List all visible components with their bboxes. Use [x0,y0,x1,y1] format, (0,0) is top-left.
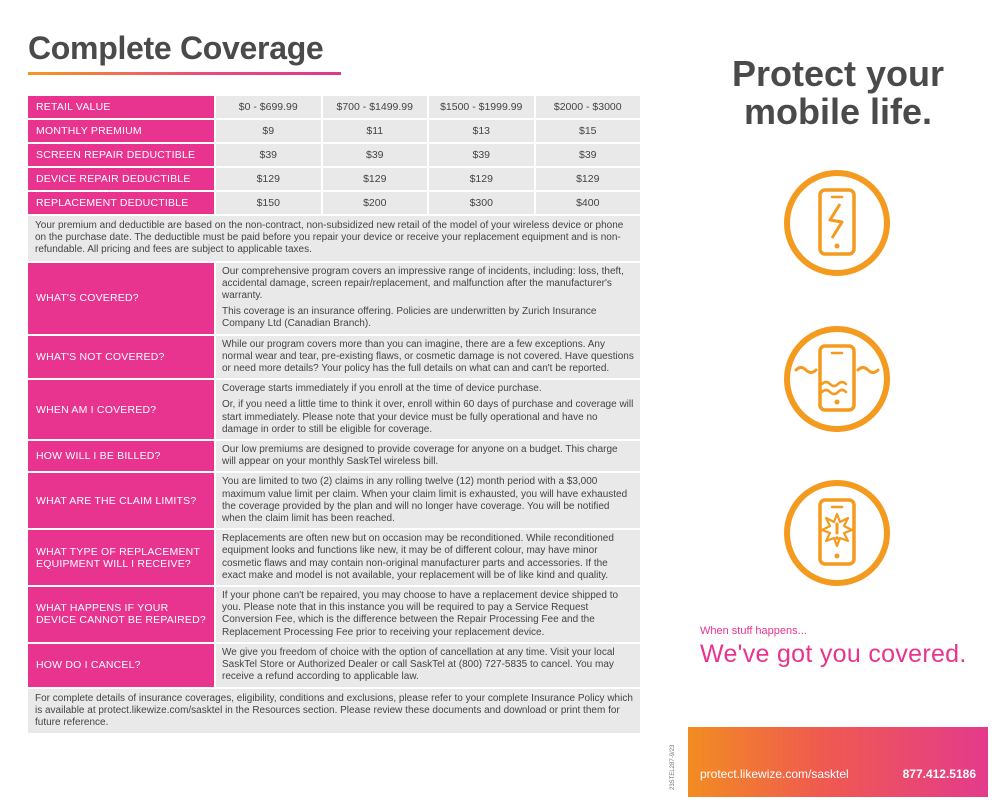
faq-answer [216,530,640,585]
pricing-cell: $1500 - $1999.99 [429,96,534,118]
faq-question: WHAT'S NOT COVERED? [28,336,214,379]
pricing-row-label: RETAIL VALUE [28,96,214,118]
faq-row [28,336,640,379]
damaged-phone-icon [782,478,892,588]
faq-answer-paragraph: Coverage starts immediately if you enroll at the time of device purchase. [222,383,542,395]
pricing-row-label: SCREEN REPAIR DEDUCTIBLE [28,144,214,166]
faq-answer [216,441,640,471]
pricing-row [28,120,640,142]
pricing-note: Your premium and deductible are based on the non-contract, non-subsidized new retail of the model of your wireless device or phone on the purchase date. The deductible must be paid before you repair your device or receive your replacement equipment and is non-refundable. All pricing and fees are subject to applicable taxes. [28,216,640,261]
faq-question: HOW WILL I BE BILLED? [28,441,214,471]
pricing-cell: $11 [323,120,428,142]
pricing-cell: $129 [536,168,641,190]
pricing-cell: $39 [216,144,321,166]
faq-answer-paragraph: While our program covers more than you can imagine, there are a few exceptions. Any normal wear and tear, pre-existing flaws, or cosmetic damage is not covered. Have questions or need more details? Your policy has the full details on what can and can't be reported. [222,338,634,375]
faq-answer [216,473,640,528]
faq-row [28,530,640,585]
faq-answer-paragraph: This coverage is an insurance offering. Policies are underwritten by Zurich Insurance Company Ltd (Canadian Branch). [222,306,597,330]
faq-answer [216,336,640,379]
pricing-cell: $39 [429,144,534,166]
pricing-row-label: REPLACEMENT DEDUCTIBLE [28,192,214,214]
pricing-cell: $129 [216,168,321,190]
faq-row [28,644,640,687]
faq-answer-paragraph: Or, if you need a little time to think it over, enroll within 60 days of purchase and coverage will start immediately. Please note that your device must be fully operational and have no damage in order to still be eligible for coverage. [222,399,634,435]
pricing-cell: $39 [536,144,641,166]
faq-answer-paragraph: We give you freedom of choice with the option of cancellation at any time. Visit your local SaskTel Store or Authorized Dealer or call SaskTel at (800) 727-5835 to cancel. You may receive a refund according to applicable law. [222,646,615,683]
pricing-row [28,168,640,190]
pricing-cell: $200 [323,192,428,214]
faq-answer-paragraph: Our comprehensive program covers an impressive range of incidents, including: loss, theft, accidental damage, screen repair/replacement, and malfunction after the manufacturer's warranty. [222,265,624,302]
faq-answer [216,587,640,642]
phone-number[interactable]: 877.412.5186 [902,767,976,781]
faq-question: WHAT HAPPENS IF YOUR DEVICE CANNOT BE REPAIRED? [28,587,214,642]
faq-row [28,263,640,334]
pricing-cell: $13 [429,120,534,142]
pricing-row-label: MONTHLY PREMIUM [28,120,214,142]
headline: Protect your mobile life. [731,53,945,132]
faq-row [28,587,640,642]
faq-answer-paragraph: Replacements are often new but on occasion may be reconditioned. While reconditioned equipment looks and functions like new, it may be of different colour, may have minor cosmetic flaws and may contain non-original manufacturer parts and accessories. If the exact make and model is not available, your replacement will be of like kind and quality. [222,533,614,581]
pricing-cell: $129 [429,168,534,190]
document-code: 23STEL287-9/23 [670,744,676,790]
pricing-cell: $9 [216,120,321,142]
page-title: Complete Coverage [28,30,324,66]
pricing-cell: $150 [216,192,321,214]
pricing-cell: $0 - $699.99 [216,96,321,118]
cracked-phone-icon [782,168,892,278]
pricing-cell: $300 [429,192,534,214]
faq-question: WHAT TYPE OF REPLACEMENT EQUIPMENT WILL I RECEIVE? [28,530,214,585]
pricing-cell: $2000 - $3000 [536,96,641,118]
faq-answer [216,380,640,439]
faq-answer-paragraph: You are limited to two (2) claims in any rolling twelve (12) month period with a $3,000 maximum value limit per claim. When your claim limit is exhausted, you will have exhausted the coverage provided by the plan and will no longer have coverage. You will be notified when the claim limit has been reached. [222,476,628,525]
pricing-row [28,144,640,166]
faq-row [28,441,640,471]
tagline-big: We've got you covered. [700,640,967,668]
faq-answer [216,644,640,687]
faq-row [28,473,640,528]
pricing-row [28,96,640,118]
title-underline [28,72,341,75]
faq-answer [216,263,640,334]
faq-answer-paragraph: If your phone can't be repaired, you may choose to have a replacement device shipped to you. Please note that in this instance you will be required to pay a Service Request Conversion Fee, which is the difference between the Repair Processing Fee and the Replacement Processing Fee prior to receiving your replacement device. [222,590,619,638]
faq-question: WHAT ARE THE CLAIM LIMITS? [28,473,214,528]
faq-question: HOW DO I CANCEL? [28,644,214,687]
footer-note: For complete details of insurance coverages, eligibility, conditions and exclusions, please refer to your complete Insurance Policy which is available at protect.likewize.com/sasktel in the Resources section. Please review these documents and download or print them for future reference. [28,689,640,734]
pricing-cell: $400 [536,192,641,214]
pricing-cell: $15 [536,120,641,142]
tagline-small: When stuff happens... [700,625,807,637]
faq-answer-paragraph: Our low premiums are designed to provide coverage for anyone on a budget. This charge will appear on your monthly SaskTel wireless bill. [222,444,618,468]
pricing-cell: $39 [323,144,428,166]
faq-question: WHAT'S COVERED? [28,263,214,334]
coverage-table [28,96,640,735]
pricing-cell: $129 [323,168,428,190]
pricing-row-label: DEVICE REPAIR DEDUCTIBLE [28,168,214,190]
water-phone-icon [782,324,892,434]
pricing-cell: $700 - $1499.99 [323,96,428,118]
faq-question: WHEN AM I COVERED? [28,380,214,439]
contact-bar [688,727,988,797]
pricing-row [28,192,640,214]
faq-row [28,380,640,439]
website-link[interactable]: protect.likewize.com/sasktel [700,767,849,781]
